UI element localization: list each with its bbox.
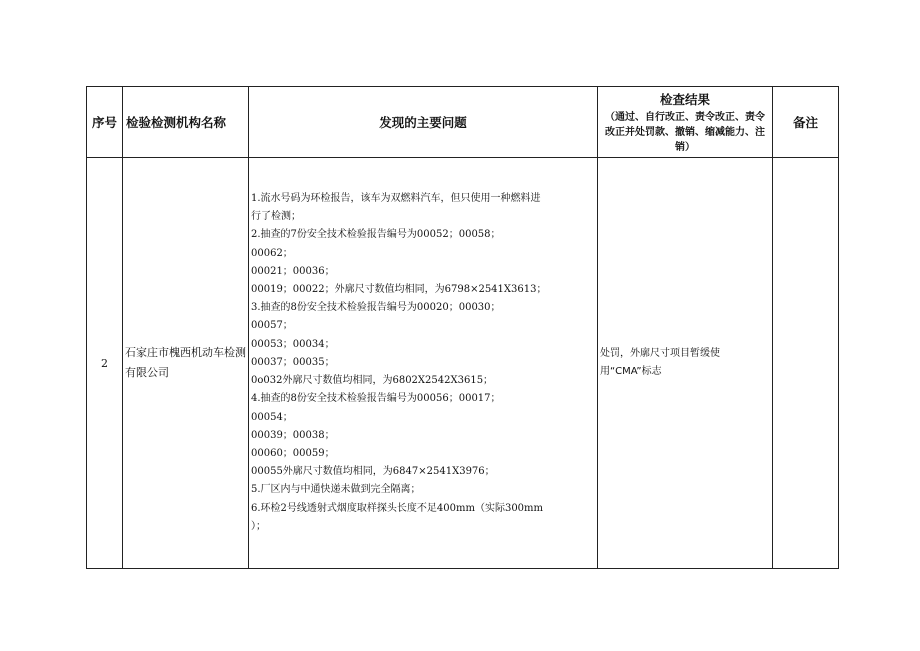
remark-cell	[773, 158, 839, 569]
issue-line: 00021；00036；	[251, 265, 335, 277]
header-remark: 备注	[773, 87, 839, 158]
issues-list	[249, 158, 598, 569]
issue-line: 4.抽查的8份安全技术检验报告编号为00056；00017；	[251, 393, 501, 405]
header-result-options: （通过、自行改正、责令改正、责令改正并处罚款、撤销、缩减能力、注销）	[605, 111, 765, 153]
issue-line: 3.抽查的8份安全技术检验报告编号为00020；00030；	[251, 302, 501, 314]
issue-line: 0o032外廓尺寸数值均相同，为6802X2542X3615；	[251, 375, 494, 387]
organization-name: 石家庄市槐西机动车检测有限公司	[123, 158, 249, 569]
issue-line: 5.厂区内与中通快递未做到完全隔离；	[251, 484, 421, 496]
issue-line: 00055外廓尺寸数值均相同，为6847×2541X3976；	[251, 466, 495, 478]
issue-line: 6.环检2号线透射式烟度取样探头长度不足400mm（实际300mm	[251, 502, 544, 514]
header-issues: 发现的主要问题	[249, 87, 598, 158]
issue-line: 00054；	[251, 411, 293, 423]
issue-line: 2.抽查的7份安全技术检验报告编号为00052；00058；	[251, 229, 501, 241]
issue-line: 00037；00035；	[251, 356, 335, 368]
header-no: 序号	[87, 87, 123, 158]
issue-line: 行了检测；	[251, 211, 301, 223]
header-result	[598, 87, 773, 158]
issue-line: 1.流水号码为环检报告，该车为双燃料汽车，但只使用一种燃料进	[251, 193, 541, 205]
issue-line: 00039；00038；	[251, 429, 335, 441]
header-row	[87, 87, 839, 158]
row-number: 2	[87, 158, 123, 569]
issue-line: 00057；	[251, 320, 293, 332]
issue-line: 00060；00059；	[251, 447, 335, 459]
issue-line: 00053；00034；	[251, 338, 335, 350]
header-result-title: 检查结果	[659, 91, 710, 107]
header-org: 检验检测机构名称	[123, 87, 249, 158]
issue-line: ）；	[251, 520, 266, 532]
issue-line: 00062；	[251, 247, 293, 259]
inspection-table	[86, 86, 839, 569]
inspection-result: 处罚，外廓尺寸项目暂缓使用“CMA”标志	[598, 158, 773, 569]
table-row	[87, 158, 839, 569]
issue-line: 00019；00022；外廓尺寸数值均相同，为6798×2541X3613；	[251, 284, 547, 296]
